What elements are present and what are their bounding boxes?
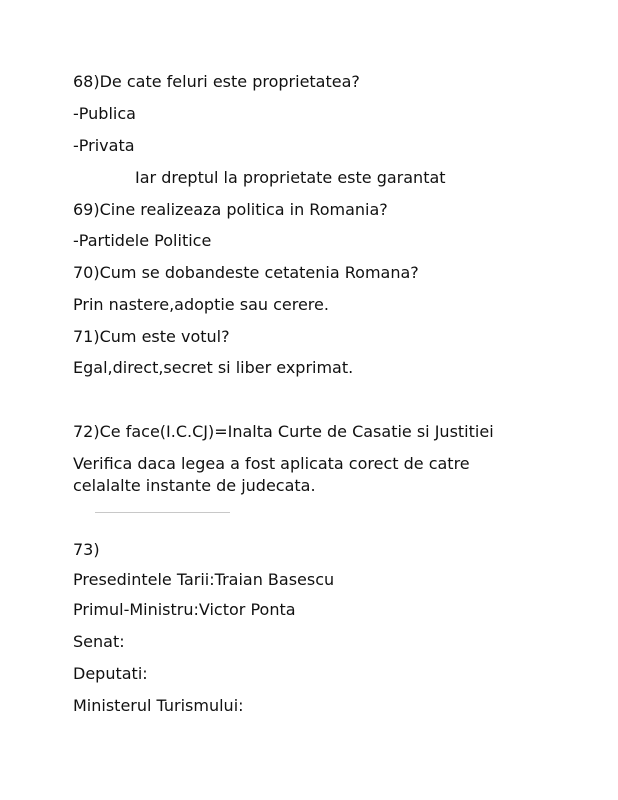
question-71: 71)Cum este votul?: [73, 327, 230, 346]
question-69: 69)Cine realizeaza politica in Romania?: [73, 200, 388, 219]
question-72: 72)Ce face(I.C.CJ)=Inalta Curte de Casatie si Justitiei: [73, 422, 494, 441]
answer-line-indented: Iar dreptul la proprietate este garantat: [135, 168, 446, 187]
question-70: 70)Cum se dobandeste cetatenia Romana?: [73, 263, 419, 282]
answer-line: celalalte instante de judecata.: [73, 476, 316, 495]
answer-line: Verifica daca legea a fost aplicata corect de catre: [73, 454, 470, 473]
answer-line: -Partidele Politice: [73, 231, 212, 250]
answer-line: -Privata: [73, 136, 135, 155]
question-73: 73): [73, 540, 100, 559]
question-68: 68)De cate feluri este proprietatea?: [73, 72, 360, 91]
answer-line: Deputati:: [73, 664, 148, 683]
answer-line: Primul-Ministru:Victor Ponta: [73, 600, 296, 619]
answer-line: -Publica: [73, 104, 136, 123]
answer-line: Egal,direct,secret si liber exprimat.: [73, 358, 354, 377]
answer-line: Ministerul Turismului:: [73, 696, 244, 715]
answer-line: Presedintele Tarii:Traian Basescu: [73, 570, 335, 589]
separator-line: [95, 512, 230, 513]
answer-line: Prin nastere,adoptie sau cerere.: [73, 295, 329, 314]
answer-line: Senat:: [73, 632, 125, 651]
